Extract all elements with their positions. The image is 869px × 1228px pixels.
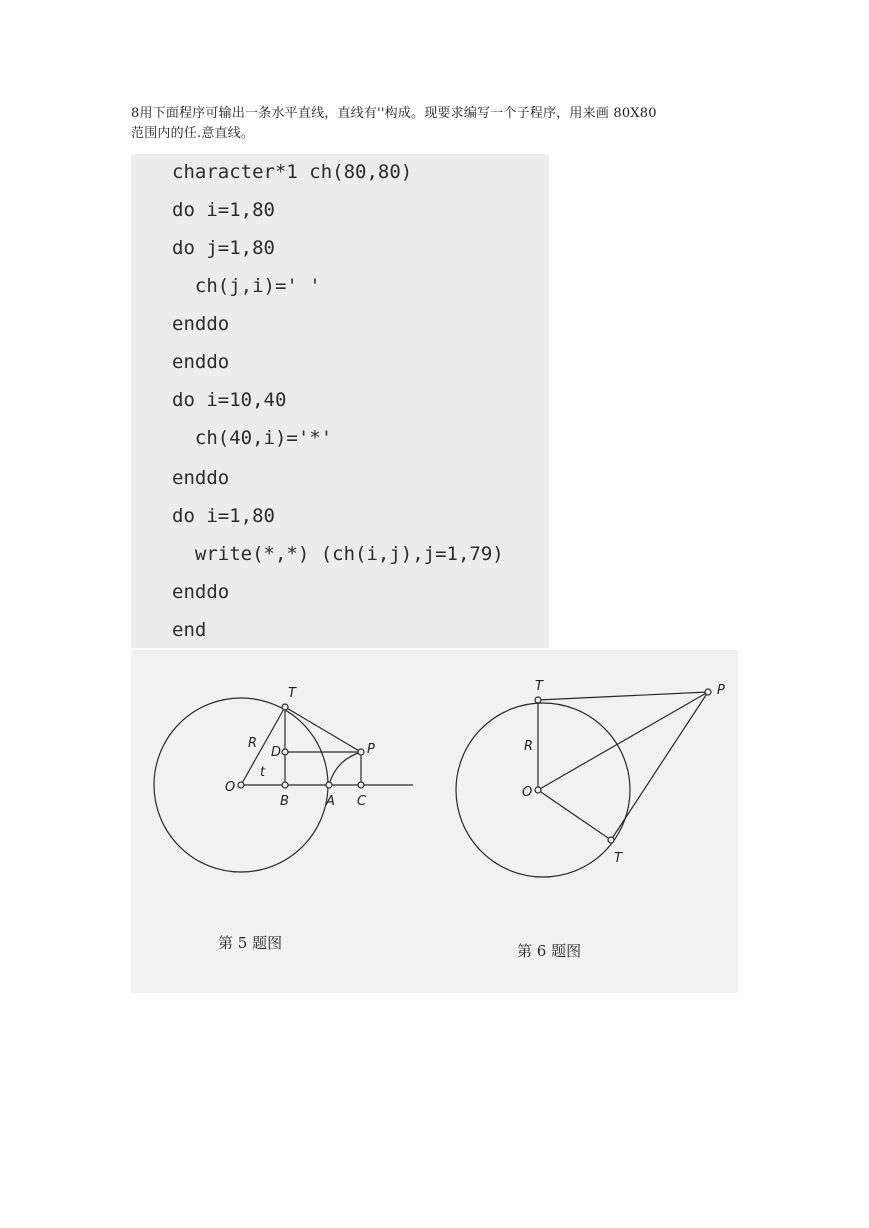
code-line: ch(j,i)=' ' xyxy=(172,275,321,297)
figure-5-diagram xyxy=(154,698,413,872)
label-P: P xyxy=(717,683,725,698)
point-T-top xyxy=(535,697,541,703)
code-listing xyxy=(131,154,549,648)
code-line: enddo xyxy=(172,467,230,489)
code-line: do j=1,80 xyxy=(172,237,275,259)
point-B xyxy=(282,782,288,788)
problem-text-line-1: 8用下面程序可输出一条水平直线，直线有''构成。现要求编写一个子程序，用来画 80X80 xyxy=(131,106,657,121)
point-T-bottom xyxy=(608,837,614,843)
figure-6-tangent-bottom xyxy=(611,692,708,840)
label-R: R xyxy=(248,736,258,751)
point-P xyxy=(358,749,364,755)
figure-6-radius-OT2 xyxy=(538,790,611,840)
code-line: do i=1,80 xyxy=(172,505,275,527)
problem-text-line-2: 范围内的任.意直线。 xyxy=(131,126,255,141)
figure-6-circle xyxy=(456,703,630,877)
figure-6-tangent-top xyxy=(538,692,708,700)
label-T-top: T xyxy=(535,679,543,694)
label-O: O xyxy=(522,785,533,800)
point-A xyxy=(326,782,332,788)
label-t: t xyxy=(260,765,266,780)
label-P: P xyxy=(367,742,375,757)
code-line: enddo xyxy=(172,351,230,373)
code-line: ch(40,i)='*' xyxy=(172,427,333,449)
code-line: enddo xyxy=(172,581,230,603)
problem-text xyxy=(131,104,751,144)
label-A: A xyxy=(326,794,335,809)
figure-5-line-TP xyxy=(285,707,361,752)
code-line: do i=1,80 xyxy=(172,199,275,221)
point-D xyxy=(282,749,288,755)
code-line: write(*,*) (ch(i,j),j=1,79) xyxy=(172,543,504,565)
figure-6-line-OP xyxy=(538,692,708,790)
code-line: character*1 ch(80,80) xyxy=(172,161,413,183)
code-line: enddo xyxy=(172,313,230,335)
label-D: D xyxy=(271,745,282,760)
figure-6-caption: 第 6 题图 xyxy=(517,942,582,960)
point-T xyxy=(282,704,288,710)
point-O xyxy=(535,787,541,793)
code-line: end xyxy=(172,619,207,641)
label-T-bottom: T xyxy=(614,851,622,866)
label-R: R xyxy=(524,739,534,754)
label-O: O xyxy=(225,780,236,795)
figure-6-diagram xyxy=(456,689,711,877)
geometry-figures xyxy=(131,650,738,993)
point-P xyxy=(705,689,711,695)
code-line: do i=10,40 xyxy=(172,389,287,411)
label-B: B xyxy=(280,794,289,809)
figure-5-caption: 第 5 题图 xyxy=(218,934,283,952)
point-O xyxy=(238,782,244,788)
point-C xyxy=(358,782,364,788)
figure-5-arc-AP xyxy=(329,752,361,785)
label-C: C xyxy=(357,794,367,809)
label-T: T xyxy=(288,686,296,701)
